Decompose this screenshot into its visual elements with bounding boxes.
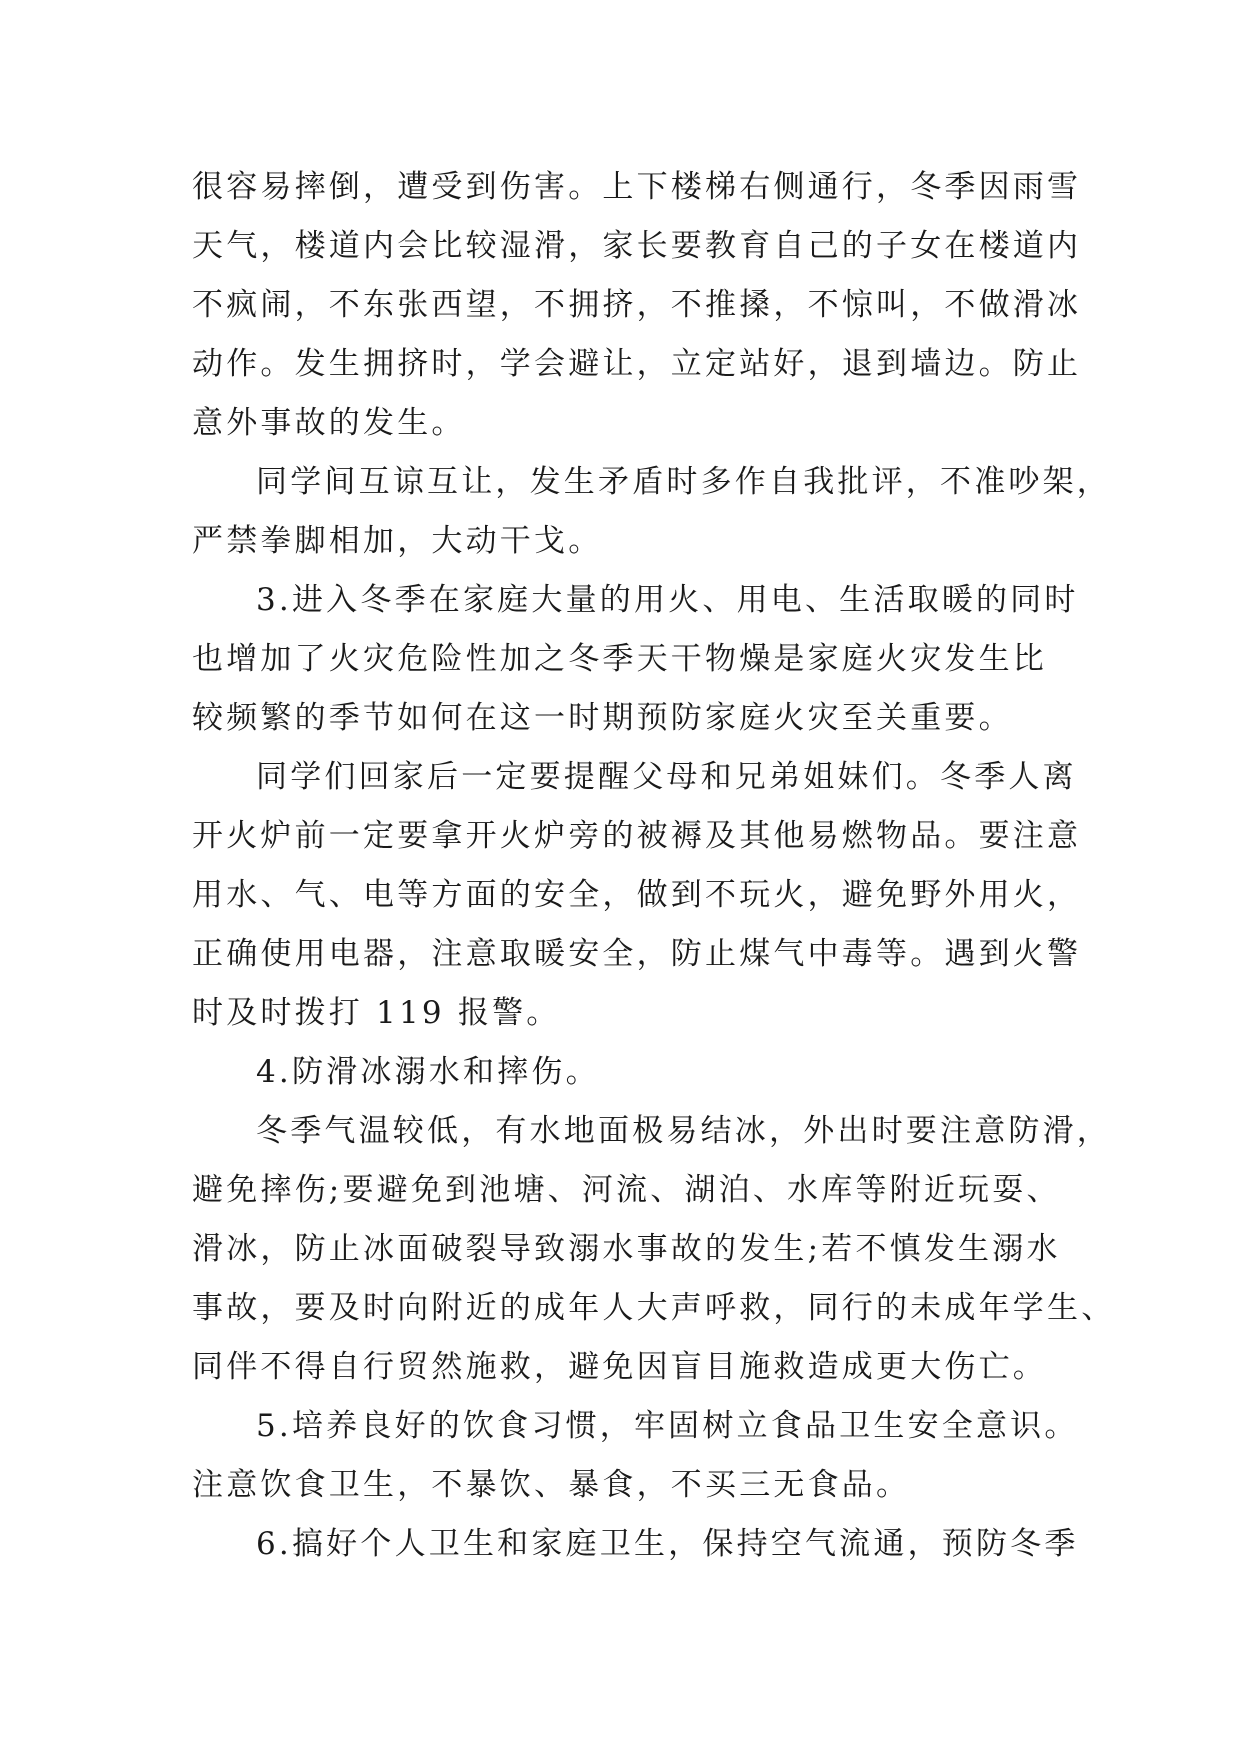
body-text xyxy=(192,158,1116,1574)
text-line: 严禁拳脚相加，大动干戈。 xyxy=(192,523,603,559)
text-line: 动作。发生拥挤时，学会避让，立定站好，退到墙边。防止 xyxy=(192,346,1082,382)
text-line: 同伴不得自行贸然施救，避免因盲目施救造成更大伤亡。 xyxy=(192,1349,1047,1385)
text-line: 同学间互谅互让，发生矛盾时多作自我批评，不准吵架， xyxy=(256,464,1111,500)
paragraph xyxy=(192,571,1079,748)
paragraph xyxy=(192,1397,1079,1515)
text-line: 意外事故的发生。 xyxy=(192,405,466,441)
text-line: 用水、气、电等方面的安全，做到不玩火，避免野外用火， xyxy=(192,877,1082,913)
paragraph xyxy=(192,1102,1116,1397)
text-line: 注意饮食卫生，不暴饮、暴食，不买三无食品。 xyxy=(192,1467,911,1503)
text-line: 时及时拨打 119 报警。 xyxy=(192,995,561,1031)
text-line: 4.防滑冰溺水和摔伤。 xyxy=(256,1054,600,1090)
paragraph xyxy=(192,748,1082,1043)
text-line: 冬季气温较低，有水地面极易结冰，外出时要注意防滑， xyxy=(256,1113,1111,1149)
text-line: 正确使用电器，注意取暖安全，防止煤气中毒等。遇到火警 xyxy=(192,936,1082,972)
text-line: 较频繁的季节如何在这一时期预防家庭火灾至关重要。 xyxy=(192,700,1013,736)
paragraph xyxy=(192,1515,1079,1574)
text-line: 避免摔伤;要避免到池塘、河流、湖泊、水库等附近玩耍、 xyxy=(192,1172,1061,1208)
text-line: 滑冰，防止冰面破裂导致溺水事故的发生;若不慎发生溺水 xyxy=(192,1231,1061,1267)
text-line: 6.搞好个人卫生和家庭卫生，保持空气流通，预防冬季 xyxy=(256,1526,1079,1562)
text-line: 天气，楼道内会比较湿滑，家长要教育自己的子女在楼道内 xyxy=(192,228,1082,264)
text-line: 5.培养良好的饮食习惯，牢固树立食品卫生安全意识。 xyxy=(256,1408,1079,1444)
text-line: 不疯闹，不东张西望，不拥挤，不推搡，不惊叫，不做滑冰 xyxy=(192,287,1082,323)
text-line: 也增加了火灾危险性加之冬季天干物燥是家庭火灾发生比 xyxy=(192,641,1047,677)
text-line: 开火炉前一定要拿开火炉旁的被褥及其他易燃物品。要注意 xyxy=(192,818,1082,854)
text-line: 很容易摔倒，遭受到伤害。上下楼梯右侧通行，冬季因雨雪 xyxy=(192,169,1082,205)
paragraph xyxy=(192,158,1082,453)
text-line: 事故，要及时向附近的成年人大声呼救，同行的未成年学生、 xyxy=(192,1290,1116,1326)
text-line: 3.进入冬季在家庭大量的用火、用电、生活取暖的同时 xyxy=(256,582,1079,618)
text-line: 同学们回家后一定要提醒父母和兄弟姐妹们。冬季人离 xyxy=(256,759,1077,795)
paragraph xyxy=(192,453,1111,571)
paragraph xyxy=(192,1043,1062,1102)
